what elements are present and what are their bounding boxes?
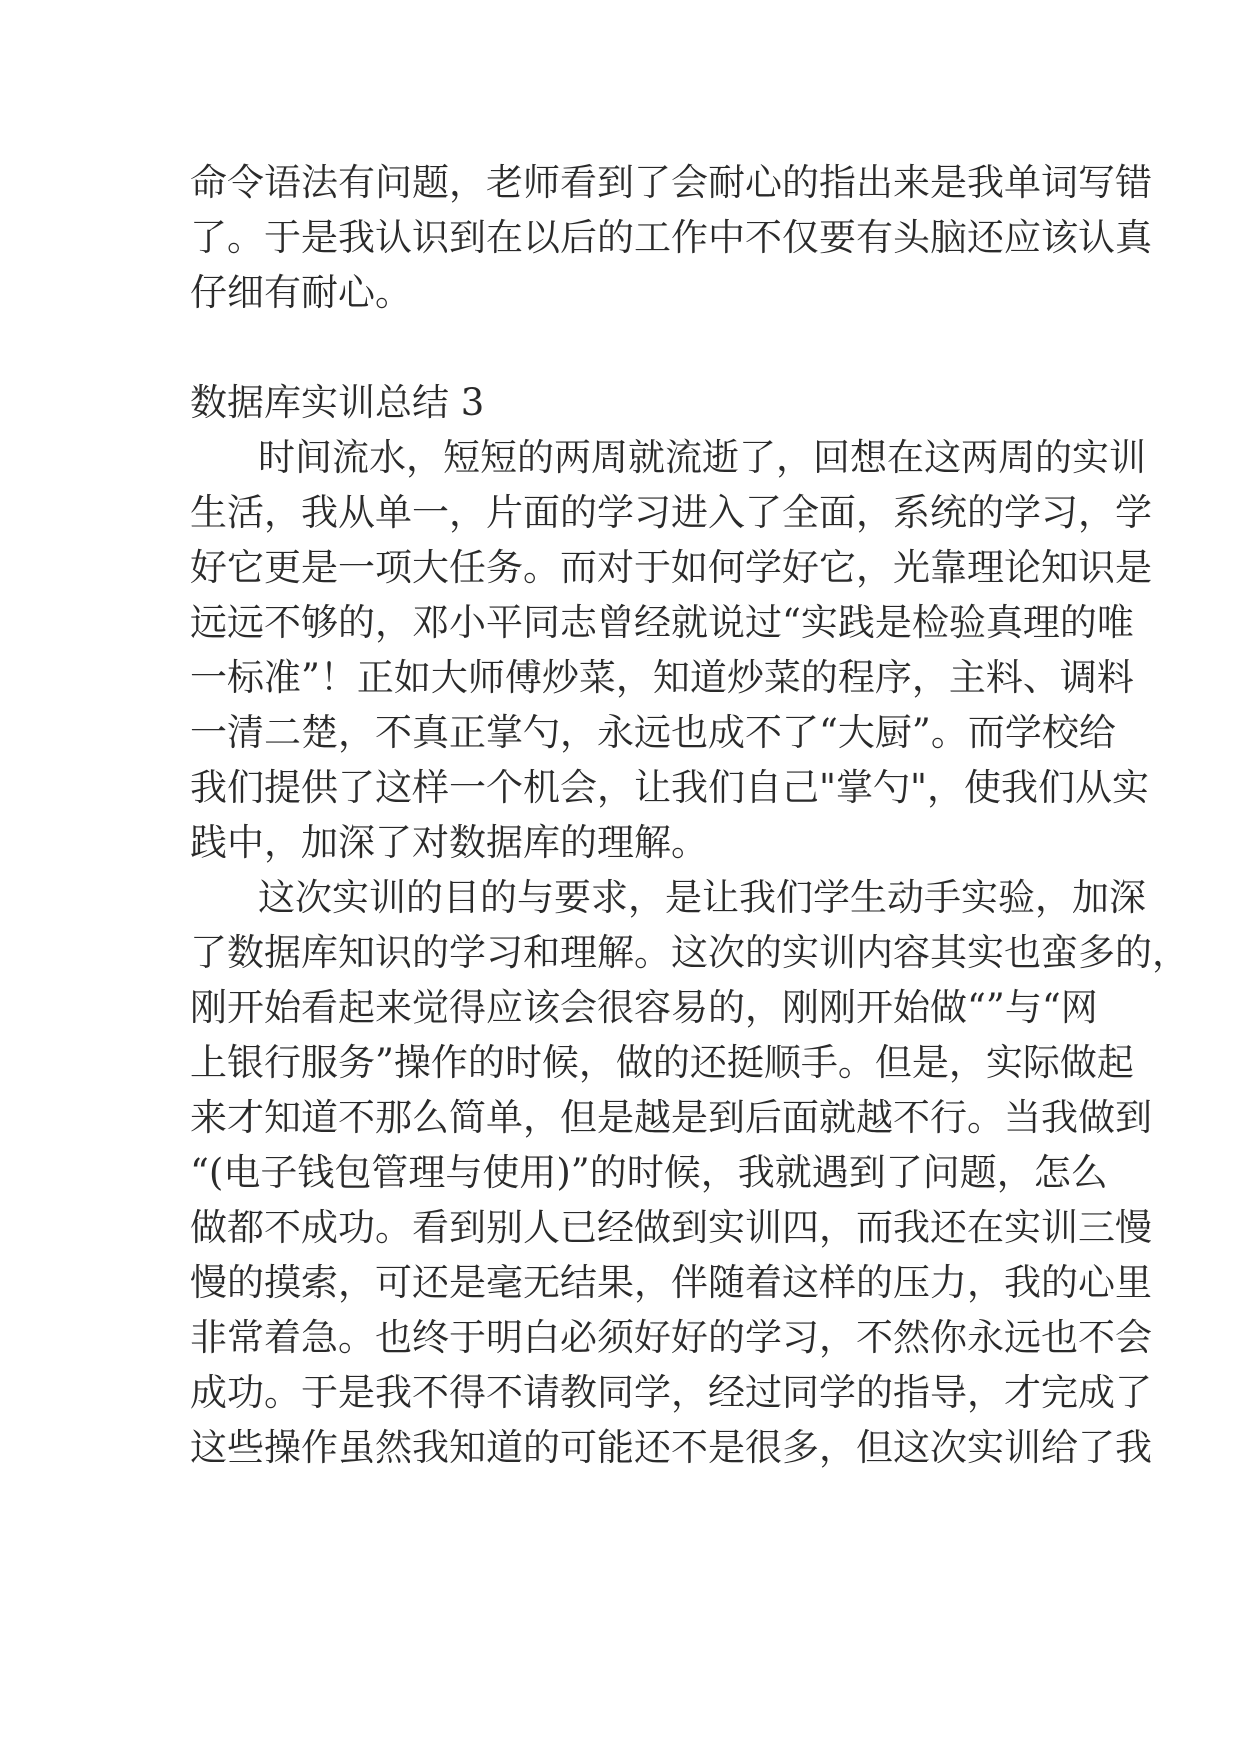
text-line: 践中，加深了对数据库的理解。: [190, 821, 708, 864]
text-line: 上银行服务”操作的时候，做的还挺顺手。但是，实际做起: [190, 1041, 1134, 1084]
text-line: 远远不够的，邓小平同志曾经就说过“实践是检验真理的唯: [190, 601, 1134, 644]
paragraph-2: [190, 870, 1189, 1475]
text-line: 了数据库知识的学习和理解。这次的实训内容其实也蛮多的，: [190, 931, 1189, 974]
text-line: 一清二楚，不真正掌勺，永远也成不了“大厨”。而学校给: [190, 711, 1116, 754]
text-line: 命令语法有问题，老师看到了会耐心的指出来是我单词写错: [190, 161, 1152, 204]
text-line: 这次实训的目的与要求，是让我们学生动手实验，加深: [258, 876, 1146, 919]
text-line: 我们提供了这样一个机会，让我们自己"掌勺"，使我们从实: [190, 766, 1150, 809]
section-heading: 数据库实训总结 3: [190, 381, 485, 424]
text-line: 了。于是我认识到在以后的工作中不仅要有头脑还应该认真: [190, 216, 1152, 259]
text-line: “(电子钱包管理与使用)”的时候，我就遇到了问题，怎么: [190, 1151, 1108, 1194]
text-line: 来才知道不那么简单，但是越是到后面就越不行。当我做到: [190, 1096, 1152, 1139]
document-page: [190, 155, 1189, 1475]
text-line: 好它更是一项大任务。而对于如何学好它，光靠理论知识是: [190, 546, 1152, 589]
text-line: 刚开始看起来觉得应该会很容易的，刚刚开始做“”与“网: [190, 986, 1098, 1029]
text-line: 非常着急。也终于明白必须好好的学习，不然你永远也不会: [190, 1316, 1152, 1359]
text-line: 慢的摸索，可还是毫无结果，伴随着这样的压力，我的心里: [190, 1261, 1152, 1304]
paragraph-1: [190, 430, 1152, 870]
text-line: 一标准”！正如大师傅炒菜，知道炒菜的程序，主料、调料: [190, 656, 1134, 699]
text-line: 生活，我从单一，片面的学习进入了全面，系统的学习，学: [190, 491, 1152, 534]
text-line: 时间流水，短短的两周就流逝了，回想在这两周的实训: [258, 436, 1146, 479]
text-line: 仔细有耐心。: [190, 271, 412, 314]
text-line: 这些操作虽然我知道的可能还不是很多，但这次实训给了我: [190, 1426, 1152, 1469]
text-line: 做都不成功。看到别人已经做到实训四，而我还在实训三慢: [190, 1206, 1152, 1249]
text-line: 成功。于是我不得不请教同学，经过同学的指导，才完成了: [190, 1371, 1152, 1414]
top-paragraph: [190, 155, 1152, 320]
